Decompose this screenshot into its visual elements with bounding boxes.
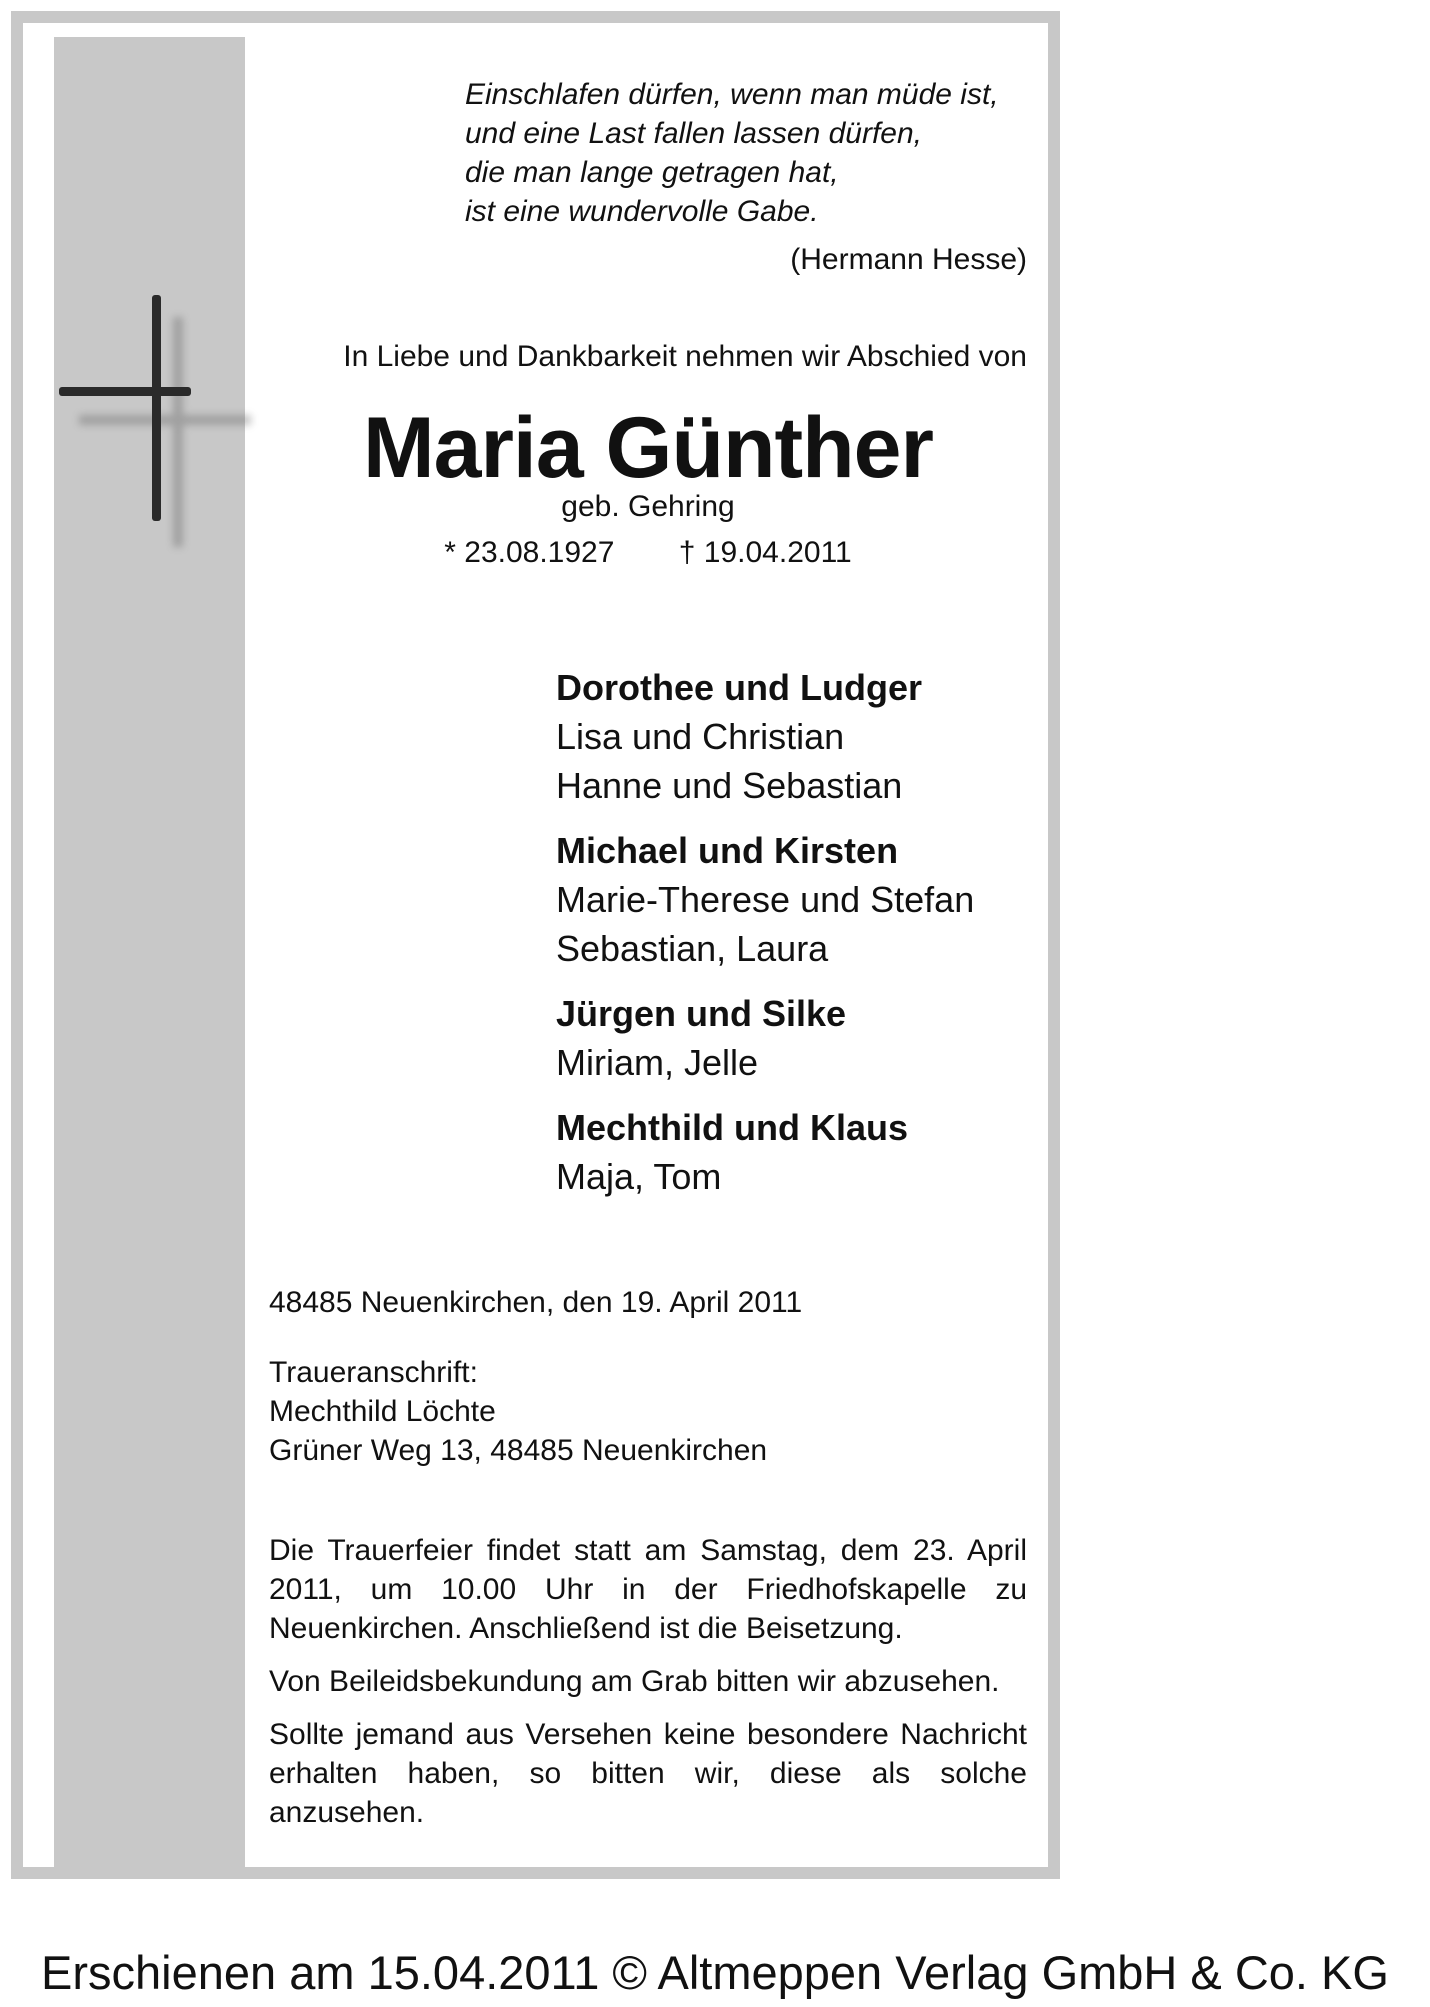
mourners-list bbox=[556, 663, 1036, 1217]
maiden-name: geb. Gehring bbox=[561, 490, 735, 523]
funeral-note: Die Trauerfeier findet statt am Samstag, dem 23. April 2011, um 10.00 Uhr in der Friedhofskapelle zu Neuenkirchen. Anschließend ist die Beisetzung. bbox=[269, 1534, 1027, 1645]
family-children: Marie-Therese und Stefan bbox=[556, 879, 975, 920]
family-group bbox=[556, 1103, 1036, 1201]
quote-line: und eine Last fallen lassen dürfen, bbox=[465, 117, 922, 150]
life-dates bbox=[269, 536, 1027, 570]
family-group bbox=[556, 663, 1036, 810]
quote-line: Einschlafen dürfen, wenn man müde ist, bbox=[465, 78, 999, 111]
mourning-address bbox=[269, 1353, 1027, 1470]
place-date: 48485 Neuenkirchen, den 19. April 2011 bbox=[269, 1286, 803, 1319]
quote-line: ist eine wundervolle Gabe. bbox=[465, 195, 819, 228]
deceased-name: Maria Günther bbox=[363, 400, 933, 496]
family-parents: Dorothee und Ludger bbox=[556, 667, 922, 708]
family-children: Maja, Tom bbox=[556, 1156, 722, 1197]
intro-text: In Liebe und Dankbarkeit nehmen wir Abschied von bbox=[343, 340, 1027, 373]
address-name: Mechthild Löchte bbox=[269, 1395, 496, 1428]
family-children: Lisa und Christian bbox=[556, 716, 845, 757]
family-group bbox=[556, 826, 1036, 973]
family-parents: Jürgen und Silke bbox=[556, 993, 847, 1034]
funeral-note: Sollte jemand aus Versehen keine besondere Nachricht erhalten haben, so bitten wir, diese als solche anzusehen. bbox=[269, 1718, 1027, 1829]
birth-date: * 23.08.1927 bbox=[444, 536, 615, 569]
address-street: Grüner Weg 13, 48485 Neuenkirchen bbox=[269, 1434, 768, 1467]
quote-line: die man lange getragen hat, bbox=[465, 156, 839, 189]
obituary-panel bbox=[23, 23, 1048, 1867]
funeral-notes bbox=[269, 1531, 1027, 1846]
family-children: Sebastian, Laura bbox=[556, 928, 829, 969]
death-date: † 19.04.2011 bbox=[678, 536, 852, 569]
family-parents: Mechthild und Klaus bbox=[556, 1107, 909, 1148]
family-children: Hanne und Sebastian bbox=[556, 765, 903, 806]
family-children: Miriam, Jelle bbox=[556, 1042, 759, 1083]
obituary-frame bbox=[11, 11, 1060, 1879]
quote bbox=[465, 75, 1027, 231]
publication-footer: Erschienen am 15.04.2011 © Altmeppen Verlag GmbH & Co. KG bbox=[41, 1946, 1389, 1999]
quote-author: (Hermann Hesse) bbox=[790, 243, 1027, 276]
cross-icon bbox=[59, 295, 259, 595]
family-group bbox=[556, 989, 1036, 1087]
funeral-note: Von Beileidsbekundung am Grab bitten wir abzusehen. bbox=[269, 1665, 1000, 1698]
address-label: Traueranschrift: bbox=[269, 1356, 478, 1389]
family-parents: Michael und Kirsten bbox=[556, 830, 899, 871]
